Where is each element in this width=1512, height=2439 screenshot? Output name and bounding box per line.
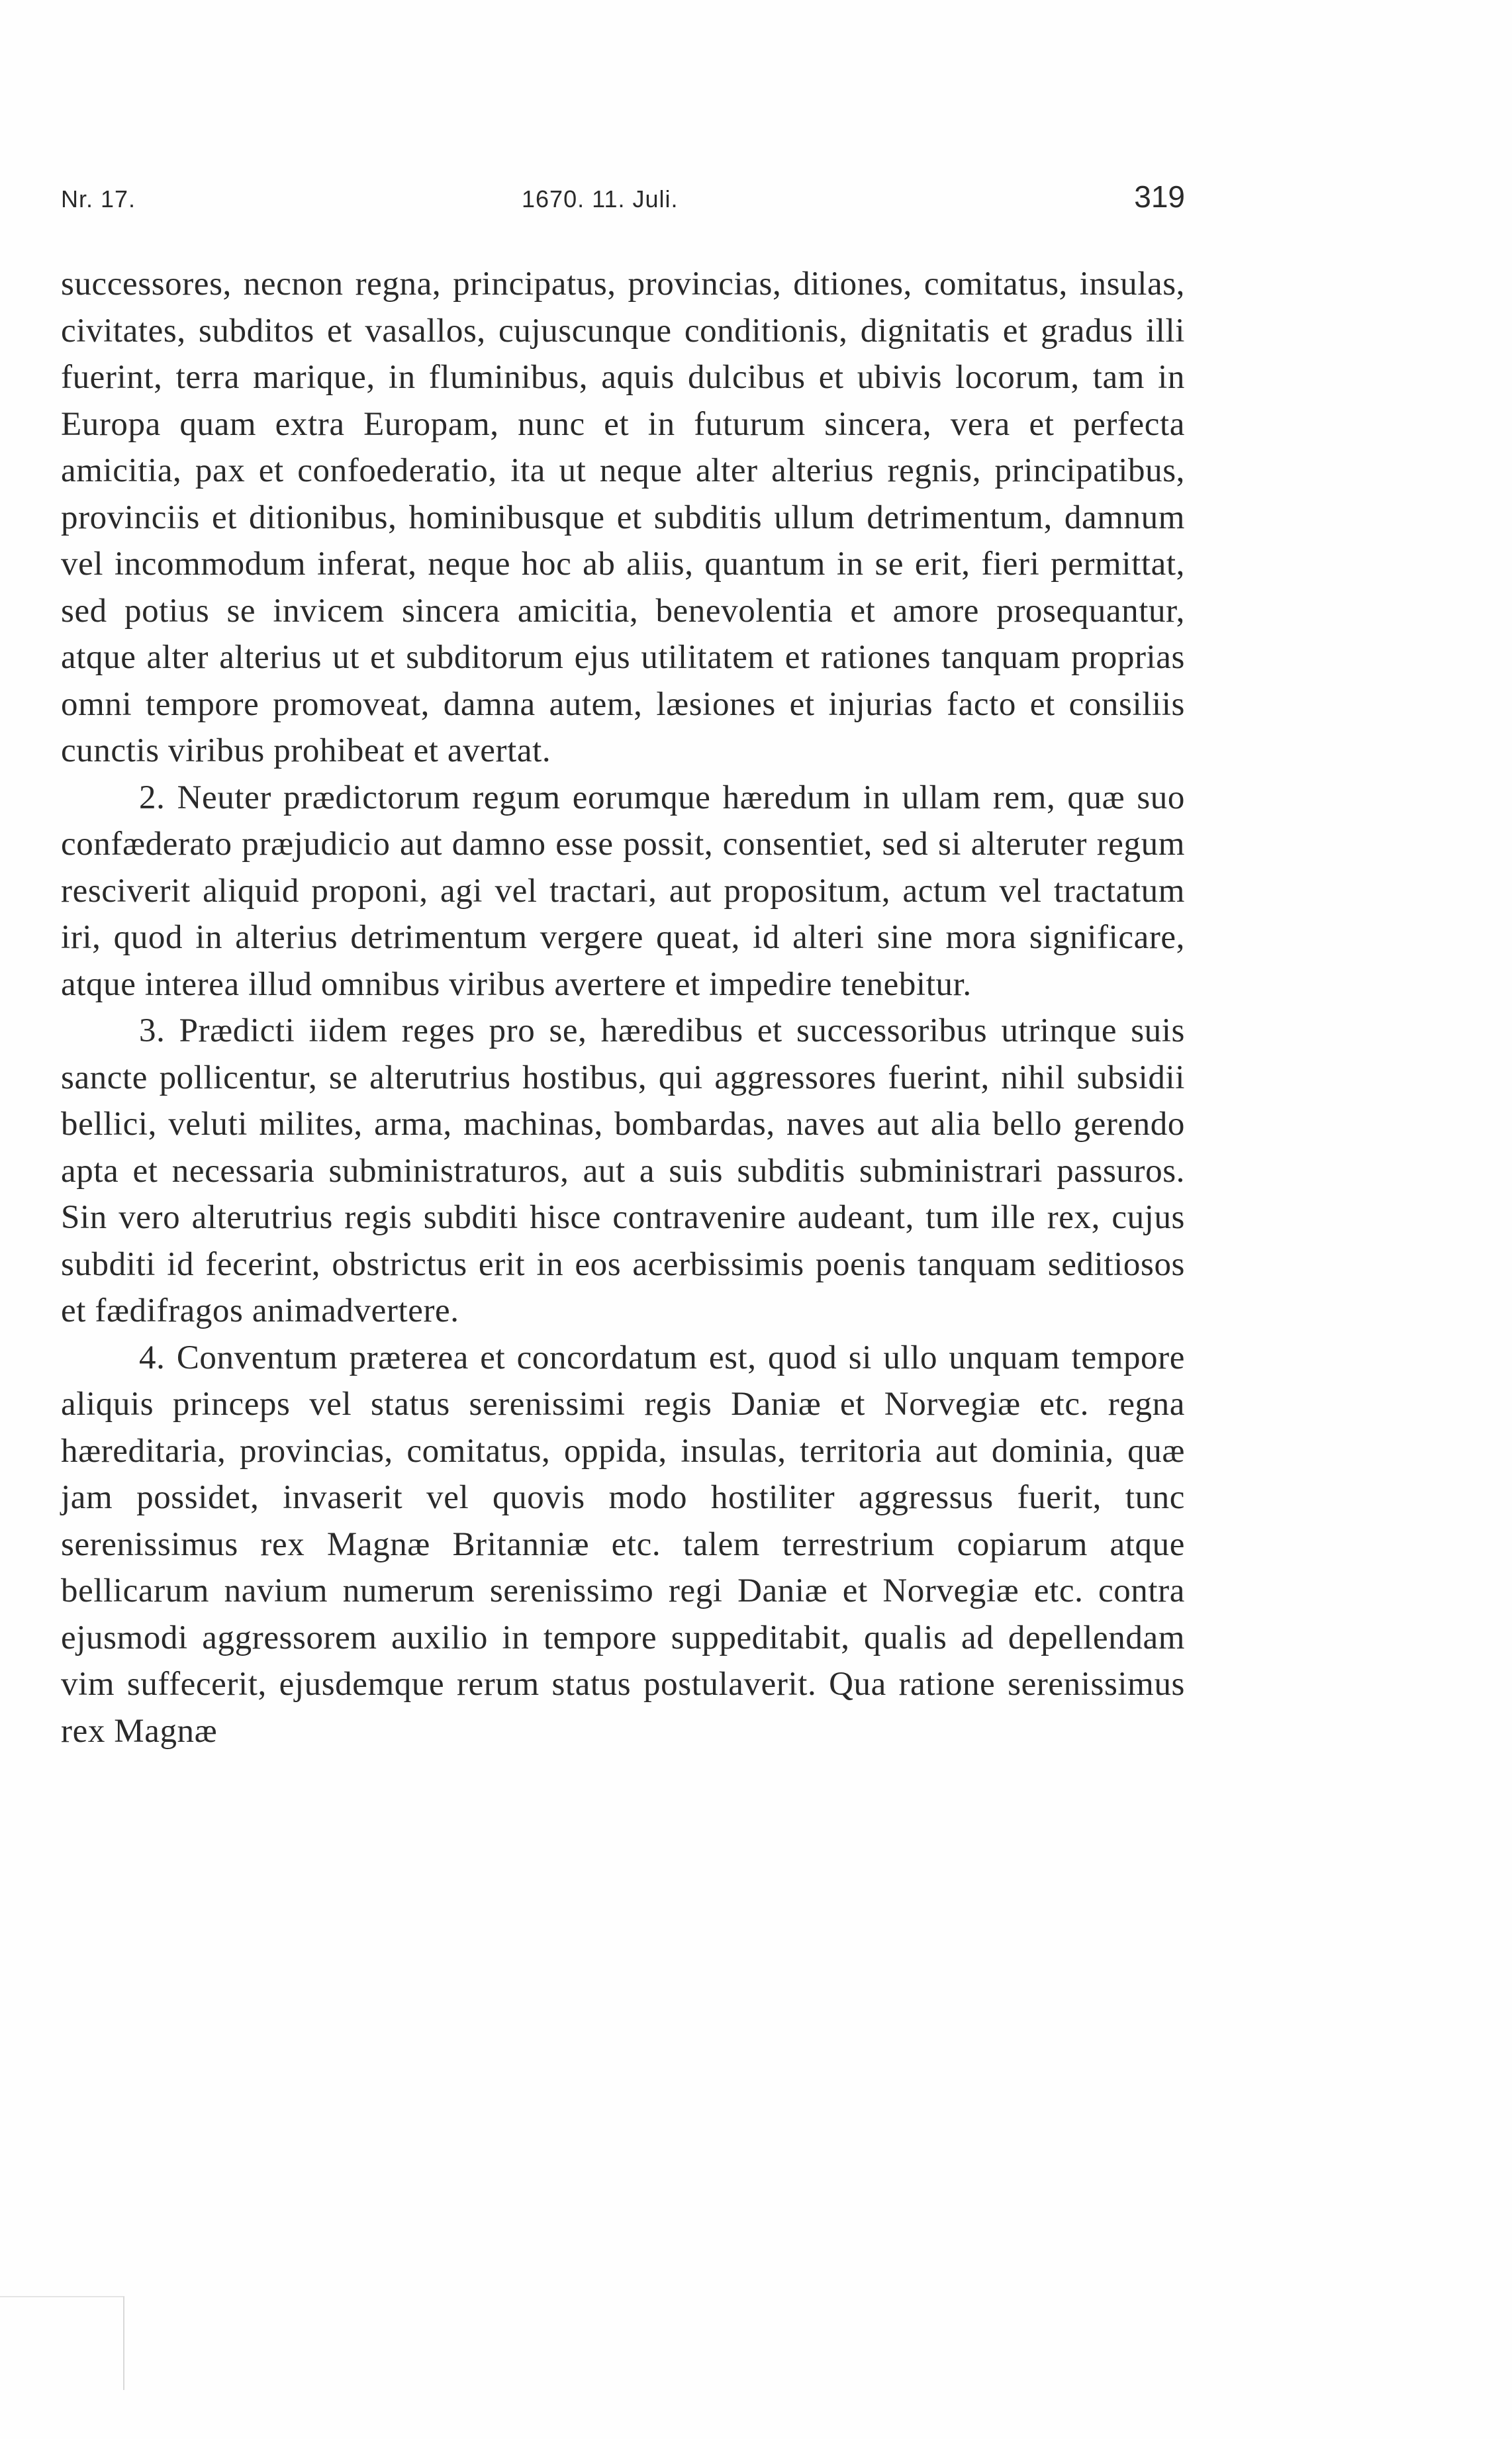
paragraph-text: Neuter prædictorum regum eorumque hæredum in ullam rem, quæ suo confæderato præjudicio aut damno esse possit, consentiet, sed si alteruter regum resciverit aliquid proponi, agi vel tractari, aut propositum, actum vel tractatum iri, quod in alterius detrimentum vergere queat, id alteri sine mora significare, atque interea illud omnibus viribus avertere et impedire tenebitur. <box>61 779 1185 1003</box>
article-number: 2. <box>139 779 165 816</box>
document-number: Nr. 17. <box>61 185 136 213</box>
scan-margin-mark <box>0 2296 124 2390</box>
paragraph-text: successores, necnon regna, principatus, provincias, ditiones, comitatus, insulas, civitates, subditos et vasallos, cujuscunque conditionis, dignitatis et gradus illi fuerint, terra marique, in fluminibus, aquis dulcibus et ubivis locorum, tam in Europa quam extra Europam, nunc et in futurum sincera, vera et perfecta amicitia, pax et confoederatio, ita ut neque alter alterius regnis, principatibus, provinciis et ditionibus, hominibusque et subditis ullum detrimentum, damnum vel incommodum inferat, neque hoc ab aliis, quantum in se erit, fieri permittat, sed potius se invicem sincera amicitia, benevolentia et amore prosequantur, atque alter alterius ut et subditorum ejus utilitatem et rationes tanquam proprias omni tempore promoveat, damna autem, læsiones et injurias facto et consiliis cunctis viribus prohibeat et avertat. <box>61 265 1185 769</box>
body-text <box>61 261 1185 1754</box>
page-number: 319 <box>1134 179 1185 214</box>
paragraph-article-3 <box>61 1008 1185 1335</box>
article-number: 3. <box>139 1012 165 1049</box>
paragraph-text: Conventum præterea et concordatum est, quod si ullo unquam tempore aliquis princeps vel status serenissimi regis Daniæ et Norvegiæ etc. regna hæreditaria, provincias, comitatus, oppida, insulas, territoria aut dominia, quæ jam possidet, invaserit vel quovis modo hostiliter aggressus fuerit, tunc serenissimus rex Magnæ Britanniæ etc. talem terrestrium copiarum atque bellicarum navium numerum serenissimo regi Daniæ et Norvegiæ etc. contra ejusmodi aggressorem auxilio in tempore suppeditabit, qualis ad depellendam vim suffecerit, ejusdemque rerum status postulaverit. Qua ratione serenissimus rex Magnæ <box>61 1339 1185 1750</box>
paragraph-article-2 <box>61 775 1185 1008</box>
paragraph-article-4 <box>61 1335 1185 1755</box>
paragraph-continuation <box>61 261 1185 775</box>
article-number: 4. <box>139 1339 165 1376</box>
paragraph-text: Prædicti iidem reges pro se, hæredibus et successoribus utrinque suis sancte pollicentur, se alterutrius hostibus, qui aggressores fuerint, nihil subsidii bellici, veluti milites, arma, machinas, bombardas, naves aut alia bello gerendo apta et necessaria subministraturos, aut a suis subditis subministrari passuros. Sin vero alterutrius regis subditi hisce contravenire audeant, tum ille rex, cujus subditi id fecerint, obstrictus erit in eos acerbissimis poenis tanquam seditiosos et fædifragos animadvertere. <box>61 1012 1185 1329</box>
running-head <box>61 179 1185 218</box>
document-date: 1670. 11. Juli. <box>522 185 679 213</box>
